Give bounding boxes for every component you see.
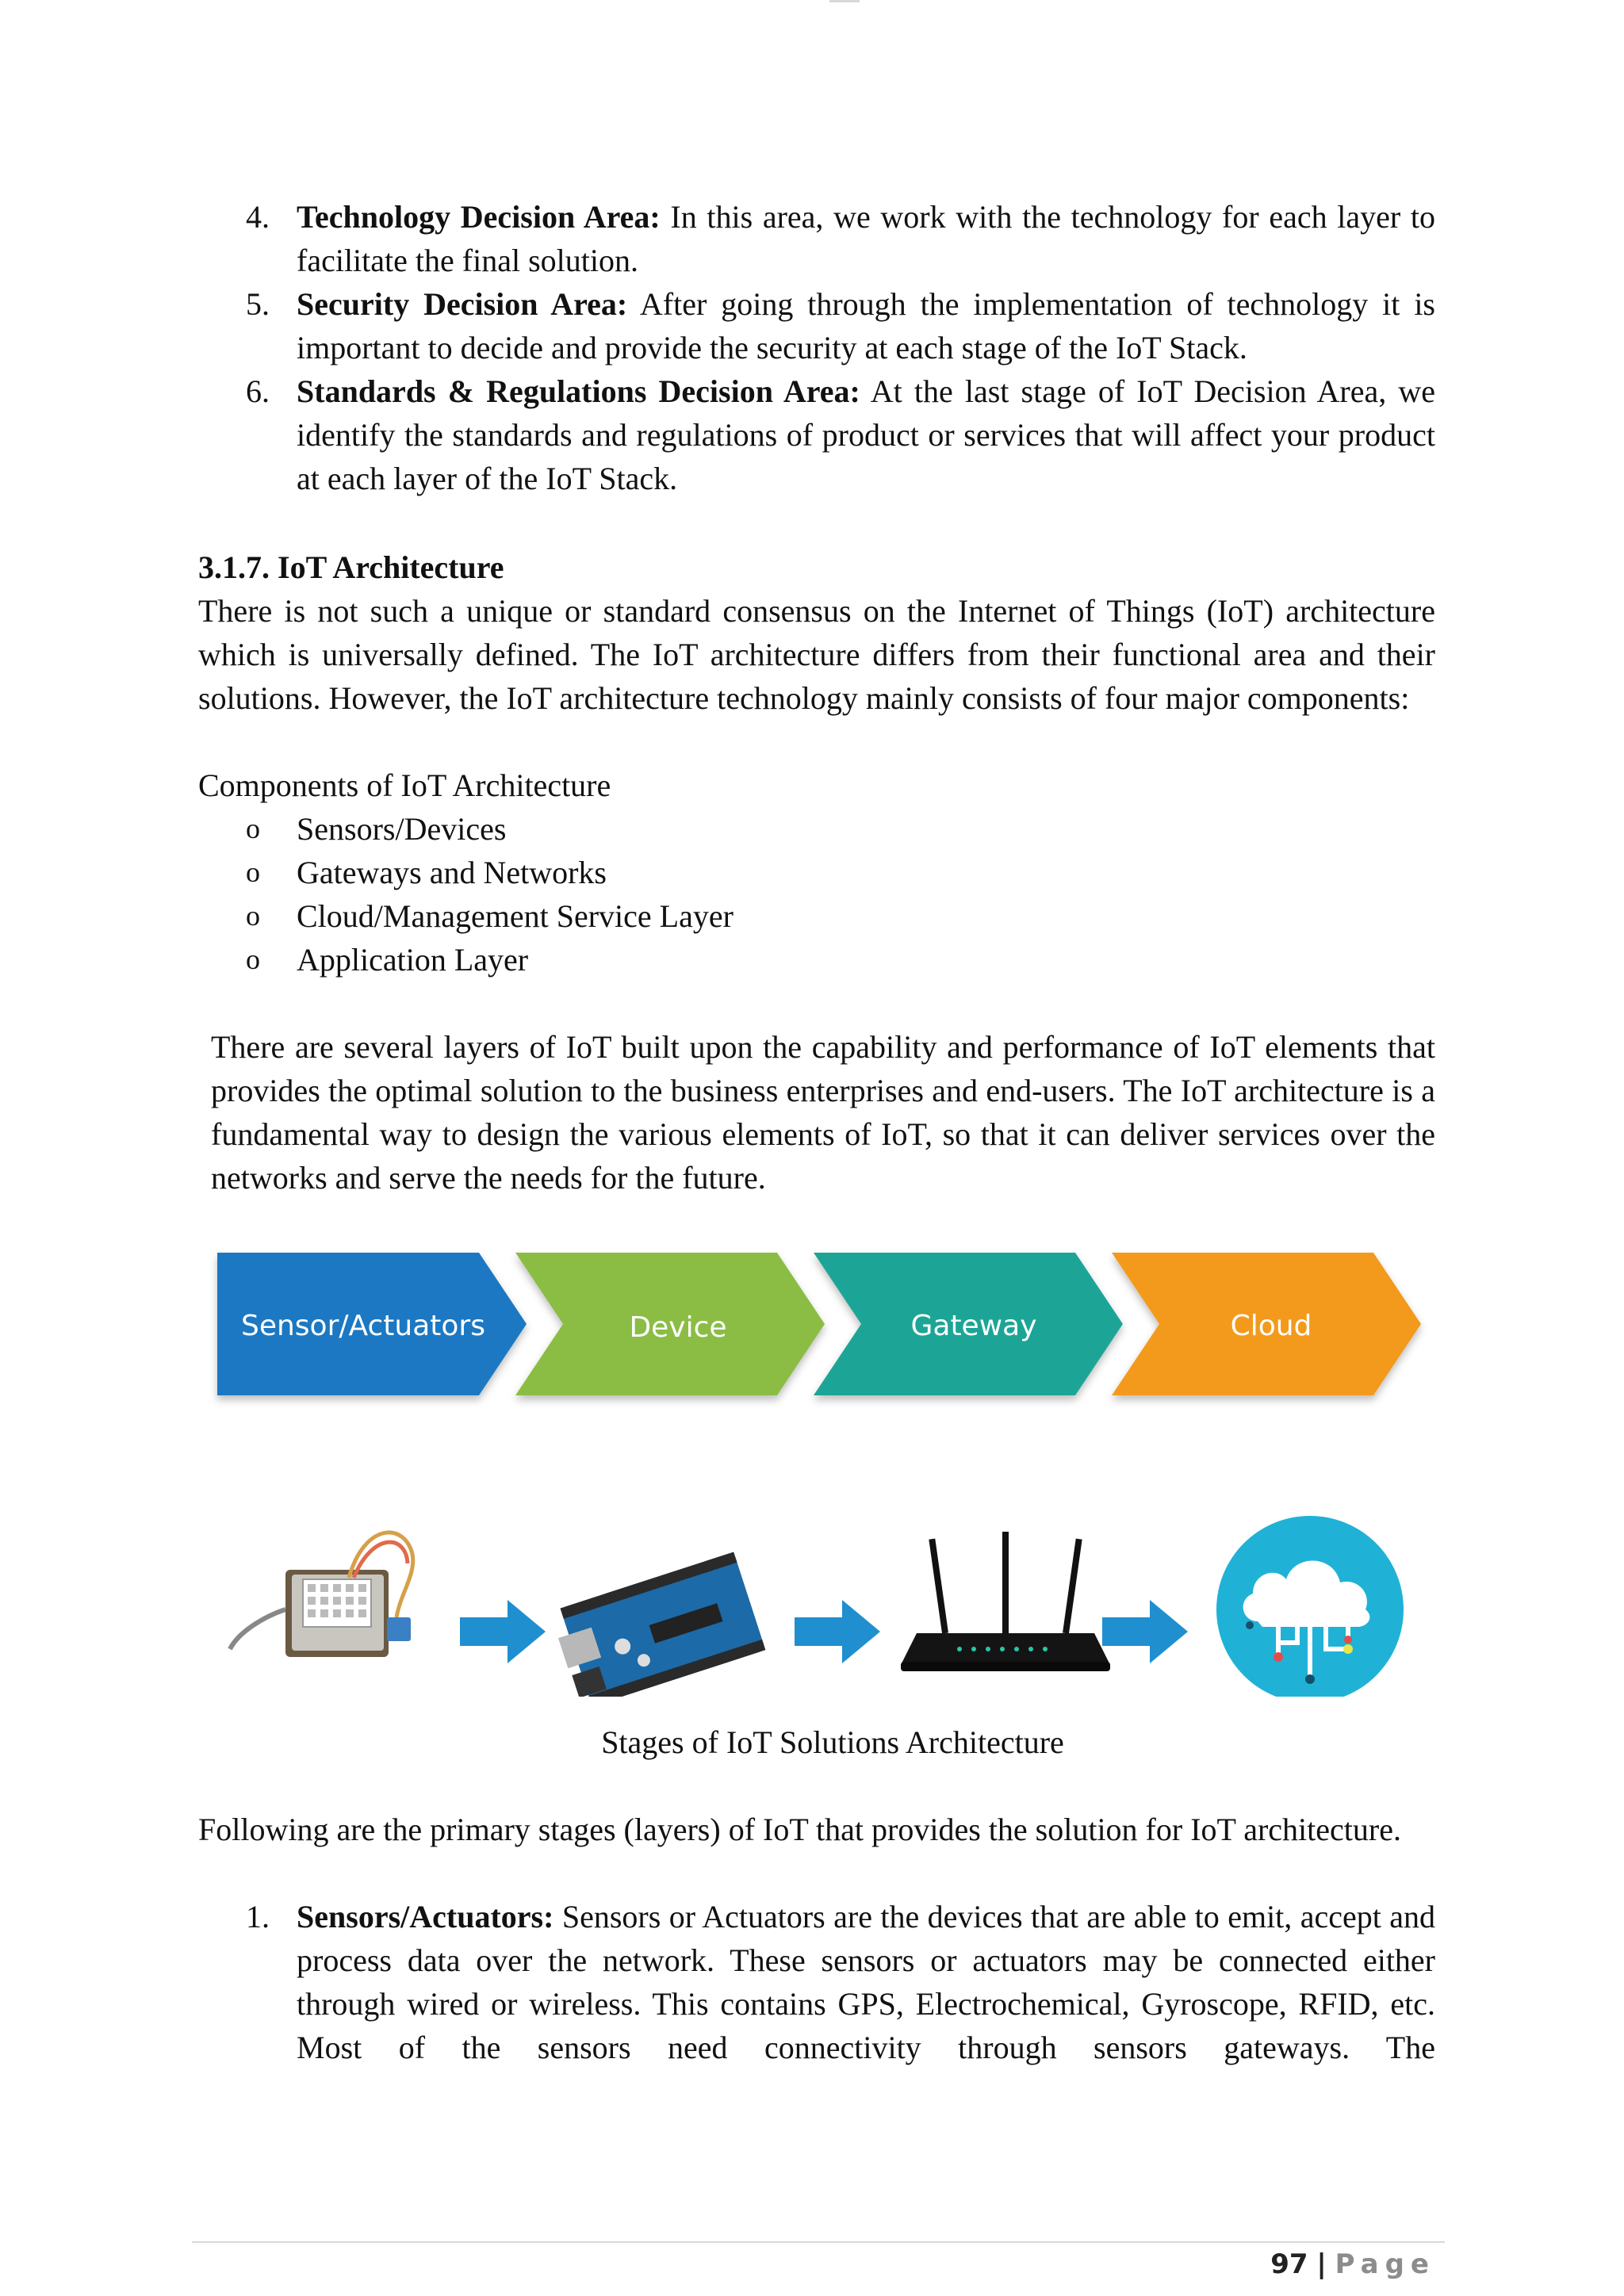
stage-label: Cloud	[1230, 1310, 1312, 1342]
component-label: Sensors/Devices	[297, 811, 507, 847]
list-number: 6.	[246, 373, 270, 409]
stage-label: Gateway	[910, 1310, 1037, 1342]
arrow-icon	[1102, 1600, 1188, 1663]
components-title: Components of IoT Architecture	[198, 767, 611, 803]
layers-paragraph: There are several layers of IoT built upon the capability and performance of IoT elements that provides the optimal solution to the business enterprises and end-users. The IoT architecture is a fundamental way to design the various elements of IoT, so that it can deliver services over the networks and serve the needs for the future.	[211, 1029, 1435, 1196]
header-mark	[829, 0, 860, 2]
component-label: Cloud/Management Service Layer	[297, 898, 733, 934]
list-item-title: Sensors/Actuators:	[297, 1899, 554, 1934]
list-item-title: Standards & Regulations Decision Area:	[297, 373, 860, 409]
footer-separator: |	[1316, 2248, 1327, 2280]
list-item-text: In this area, we work with the technology for each layer to facilitate the final solution.	[297, 199, 1436, 278]
list-item-text: After going through the implementation of technology it is important to decide and provide the security at each stage of the IoT Stack.	[297, 286, 1435, 365]
arduino-board-icon	[550, 1552, 765, 1697]
component-label: Gateways and Networks	[297, 855, 607, 890]
following-paragraph: Following are the primary stages (layers) of IoT that provides the solution for IoT architecture.	[198, 1812, 1401, 1847]
arrow-icon	[795, 1600, 880, 1663]
sensor-board-icon	[230, 1533, 413, 1657]
list-item-title: Technology Decision Area:	[297, 199, 661, 235]
section-heading: 3.1.7. IoT Architecture	[198, 549, 504, 585]
arrow-icon	[460, 1600, 546, 1663]
list-item-title: Security Decision Area:	[297, 286, 628, 322]
bullet-mark: o	[246, 856, 260, 888]
footer-divider	[192, 2241, 1445, 2243]
list-number: 1.	[246, 1899, 270, 1934]
list-number: 4.	[246, 199, 270, 235]
bullet-mark: o	[246, 813, 260, 844]
figure-caption: Stages of IoT Solutions Architecture	[601, 1724, 1064, 1760]
page-number: 97	[1270, 2248, 1308, 2280]
iot-architecture-figure	[0, 1221, 1624, 1697]
intro-paragraph: There is not such a unique or standard consensus on the Internet of Things (IoT) architecture which is universally defined. The IoT architecture differs from their functional area and their solutions. However, the IoT architecture technology mainly consists of four major components:	[198, 593, 1435, 716]
component-label: Application Layer	[297, 942, 529, 978]
list-item-text: At the last stage of IoT Decision Area, we identify the standards and regulations of product or services that will affect your product at each layer of the IoT Stack.	[297, 373, 1435, 496]
page-footer	[1270, 2245, 1435, 2283]
stage-label: Sensor/Actuators	[240, 1310, 486, 1342]
bullet-mark: o	[246, 900, 260, 932]
router-icon	[901, 1532, 1110, 1671]
cloud-network-icon	[1216, 1516, 1404, 1697]
list-item-text: Sensors or Actuators are the devices that are able to emit, accept and process data over the network. These sensors or actuators may be connected either through wired or wireless. This contains GPS, Electrochemical, Gyroscope, RFID, etc. Most of the sensors need connectivity through sensors gateways. The	[297, 1899, 1435, 2065]
bullet-mark: o	[246, 943, 260, 975]
list-number: 5.	[246, 286, 270, 322]
page-label: Page	[1335, 2248, 1435, 2280]
stage-label: Device	[629, 1311, 727, 1344]
